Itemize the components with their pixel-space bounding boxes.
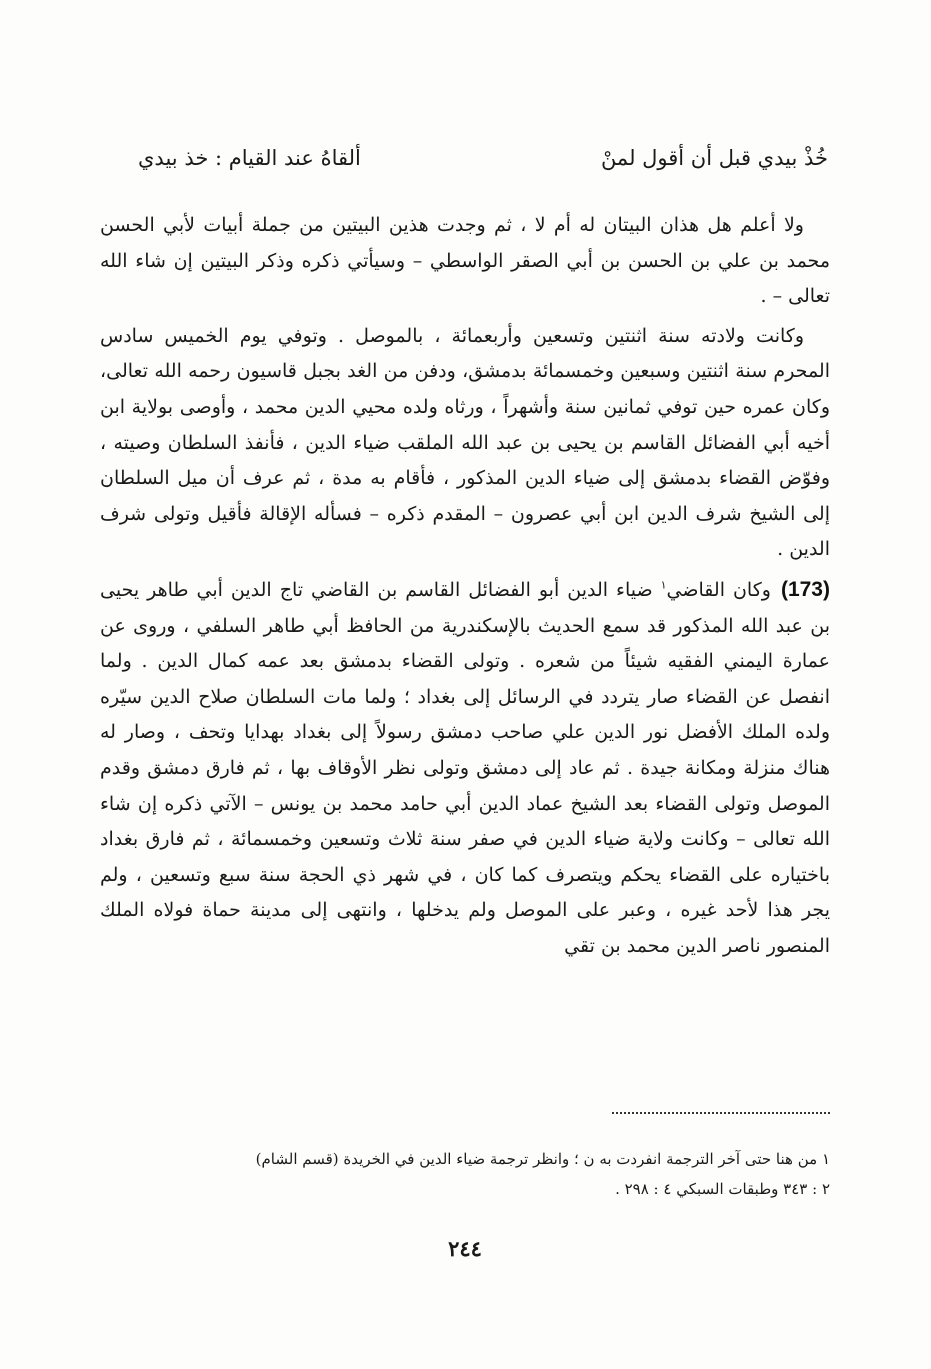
entry-lead: وكان القاضي — [666, 578, 771, 601]
entry-text: ضياء الدين أبو الفضائل القاسم بن القاضي تاج الدين أبي طاهر يحيى بن عبد الله المذكور قد سمع الحديث بالإسكندرية من الحافظ أبي طاهر السلفي ، وروى عن عمارة اليمني الفقيه شيئاً من شعره . وتولى القضاء بدمشق بعد عمه كمال الدين . ولما انفصل عن القضاء صار يتردد في الرسائل إلى بغداد ؛ ولما مات السلطان صلاح الدين سيّره ولده الملك الأفضل نور الدين علي صاحب دمشق رسولاً إلى بغداد بهدايا وتحف ، وصار له هناك منزلة ومكانة جيدة . ثم عاد إلى دمشق وتولى نظر الأوقاف بها ، ثم فارق دمشق وقدم الموصل وتولى القضاء بعد الشيخ عماد الدين أبي حامد محمد بن يونس – الآتي ذكره إن شاء الله تعالى – وكانت ولاية ضياء الدين في صفر سنة ثلاث وتسعين وخمسمائة ، ثم فارق بغداد باختياره على القضاء يحكم ويتصرف كما كان ، في شهر ذي الحجة سنة سبع وتسعين ، ولم يجر هذا لأحد غيره ، وعبر على الموصل ولم يدخلها ، وانتهى إلى مدينة حماة فولاه الملك المنصور ناصر الدين محمد بن تقي — [100, 578, 830, 957]
page-number: ٢٤٤ — [448, 1236, 482, 1261]
footnote-line: ٢ : ٣٤٣ وطبقات السبكي ٤ : ٢٩٨ . — [615, 1180, 830, 1198]
footnote-line: ١ من هنا حتى آخر الترجمة انفردت به ن ؛ وانظر ترجمة ضياء الدين في الخريدة (قسم الشام) — [255, 1150, 830, 1168]
paragraph: وكانت ولادته سنة اثنتين وتسعين وأربعمائة ، بالموصل . وتوفي يوم الخميس سادس المحرم سنة اثنتين وسبعين وخمسمائة بدمشق، ودفن من الغد بجبل قاسيون رحمه الله تعالى، وكان عمره حين توفي ثمانين سنة وأشهراً ، ورثاه ولده محيي الدين محمد ، وأوصى بولاية ابن أخيه أبي الفضائل القاسم بن يحيى بن عبد الله الملقب ضياء الدين ، فأنفذ السلطان وصيته ، وفوّض القضاء بدمشق إلى ضياء الدين المذكور ، فأقام به مدة ، ثم عرف أن ميل السلطان إلى الشيخ شرف الدين ابن أبي عصرون – المقدم ذكره – فسأله الإقالة فأقيل وتولى شرف الدين . — [100, 324, 830, 561]
footnote-reference: ١ — [660, 578, 667, 592]
biography-entry — [100, 572, 830, 965]
paragraph: ولا أعلم هل هذان البيتان له أم لا ، ثم وجدت هذين البيتين من جملة أبيات لأبي الحسن محمد بن علي بن الحسن بن أبي الصقر الواسطي – وسيأتي ذكره وذكر البيتين إن شاء الله تعالى – . — [100, 214, 830, 308]
verse-hemistich-first: خُذْ بيدي قبل أن أقول لمنْ — [600, 146, 828, 170]
footnote-divider — [612, 1112, 830, 1114]
verse-hemistich-second: ألقاهُ عند القيام : خذ بيدي — [138, 146, 361, 170]
verse-line — [138, 142, 828, 174]
footnote — [140, 1144, 830, 1204]
main-text — [100, 208, 830, 968]
entry-number: (173) — [780, 577, 830, 601]
